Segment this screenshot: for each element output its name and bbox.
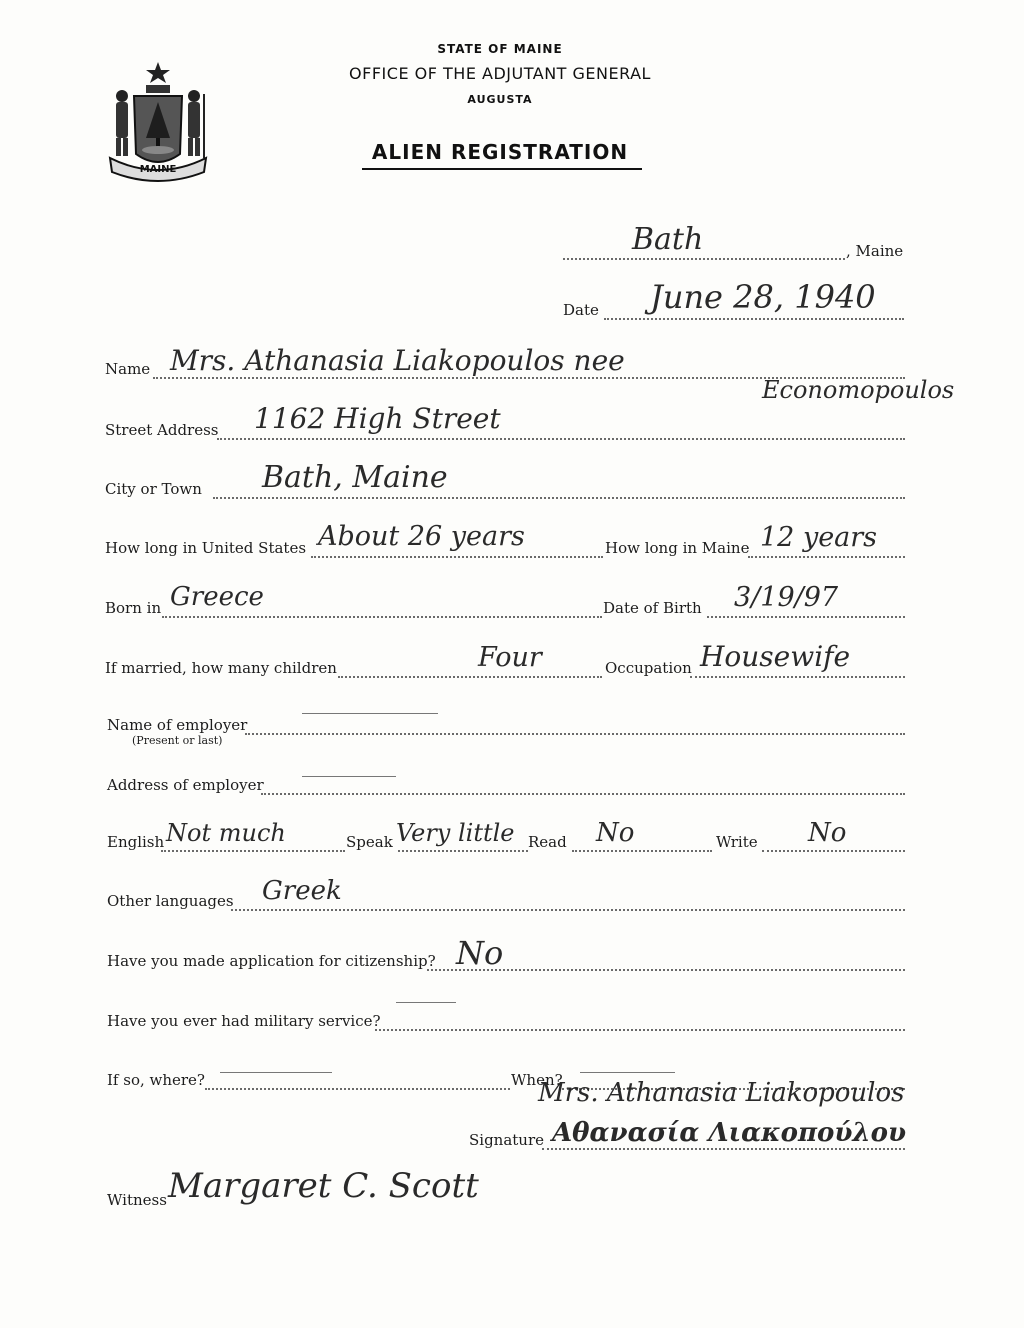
date-line bbox=[604, 318, 904, 320]
maine-state-seal-icon bbox=[104, 58, 212, 183]
write-value: No bbox=[808, 818, 847, 848]
read-value: No bbox=[596, 818, 635, 848]
where-blank-stroke bbox=[220, 1072, 332, 1073]
street-label: Street Address bbox=[105, 421, 219, 439]
employer-name-blank-stroke bbox=[302, 713, 438, 714]
dob-value: 3/19/97 bbox=[734, 582, 839, 613]
signature-greek-value: Αθανασία Λιακοπούλου bbox=[552, 1118, 906, 1148]
children-line bbox=[338, 676, 602, 678]
employer-address-line bbox=[261, 793, 905, 795]
signature-latin-value: Mrs. Athanasia Liakopoulos bbox=[538, 1078, 905, 1108]
occupation-label: Occupation bbox=[605, 659, 692, 677]
children-value: Four bbox=[478, 642, 542, 673]
speak-line bbox=[398, 850, 528, 852]
born-line bbox=[162, 616, 602, 618]
english-label: English bbox=[107, 833, 165, 851]
employer-name-line bbox=[245, 733, 905, 735]
witness-value: Margaret C. Scott bbox=[168, 1166, 479, 1206]
how-long-maine-value: 12 years bbox=[760, 522, 878, 553]
other-languages-line bbox=[231, 909, 905, 911]
city-line bbox=[213, 497, 905, 499]
speak-label: Speak bbox=[346, 833, 393, 851]
read-label: Read bbox=[528, 833, 567, 851]
name-label: Name bbox=[105, 360, 151, 378]
street-value: 1162 High Street bbox=[254, 402, 501, 435]
read-line bbox=[572, 850, 712, 852]
employer-address-blank-stroke bbox=[302, 776, 396, 777]
where-line bbox=[205, 1088, 510, 1090]
military-line bbox=[375, 1029, 905, 1031]
name-value: Mrs. Athanasia Liakopoulos nee bbox=[170, 344, 625, 377]
citizenship-label: Have you made application for citizenship? bbox=[107, 952, 436, 970]
dob-label: Date of Birth bbox=[603, 599, 702, 617]
english-line bbox=[161, 850, 345, 852]
signature-label: Signature bbox=[469, 1131, 545, 1149]
date-value: June 28, 1940 bbox=[650, 278, 876, 316]
when-label: When? bbox=[511, 1071, 563, 1089]
how-long-us-line bbox=[311, 556, 603, 558]
city-label: City or Town bbox=[105, 480, 202, 498]
write-line bbox=[762, 850, 905, 852]
born-value: Greece bbox=[170, 582, 264, 612]
form-title: ALIEN REGISTRATION bbox=[371, 140, 629, 164]
write-label: Write bbox=[716, 833, 758, 851]
other-languages-value: Greek bbox=[262, 876, 342, 906]
how-long-maine-line bbox=[748, 556, 905, 558]
children-label: If married, how many children bbox=[105, 659, 337, 677]
city-value: Bath, Maine bbox=[262, 460, 448, 495]
town-line bbox=[563, 258, 845, 260]
header-state: STATE OF MAINE bbox=[437, 42, 563, 56]
seal-banner-text: MAINE bbox=[139, 164, 177, 175]
how-long-maine-label: How long in Maine bbox=[605, 539, 750, 557]
where-label: If so, where? bbox=[107, 1071, 205, 1089]
employer-name-note: (Present or last) bbox=[132, 734, 223, 747]
date-label: Date bbox=[563, 301, 599, 319]
citizenship-value: No bbox=[456, 934, 504, 972]
dob-line bbox=[707, 616, 905, 618]
when-blank-stroke bbox=[580, 1072, 675, 1073]
header-office: OFFICE OF THE ADJUTANT GENERAL bbox=[349, 64, 651, 83]
born-label: Born in bbox=[105, 599, 162, 617]
military-blank-stroke bbox=[396, 1002, 456, 1003]
employer-name-label: Name of employer bbox=[107, 716, 248, 734]
english-value: Not much bbox=[166, 819, 286, 847]
title-underline bbox=[362, 168, 642, 170]
signature-line bbox=[542, 1148, 905, 1150]
how-long-us-label: How long in United States bbox=[105, 539, 307, 557]
street-line bbox=[217, 438, 905, 440]
other-languages-label: Other languages bbox=[107, 892, 234, 910]
speak-value: Very little bbox=[396, 819, 515, 847]
occupation-line bbox=[690, 676, 905, 678]
name-continuation-value: Economopoulos bbox=[762, 376, 955, 404]
header-city: AUGUSTA bbox=[467, 93, 533, 106]
state-suffix-label: , Maine bbox=[846, 242, 904, 260]
witness-label: Witness bbox=[107, 1191, 167, 1209]
military-label: Have you ever had military service? bbox=[107, 1012, 381, 1030]
employer-address-label: Address of employer bbox=[107, 776, 264, 794]
town-value: Bath bbox=[632, 222, 704, 257]
how-long-us-value: About 26 years bbox=[318, 521, 525, 552]
occupation-value: Housewife bbox=[700, 640, 851, 673]
